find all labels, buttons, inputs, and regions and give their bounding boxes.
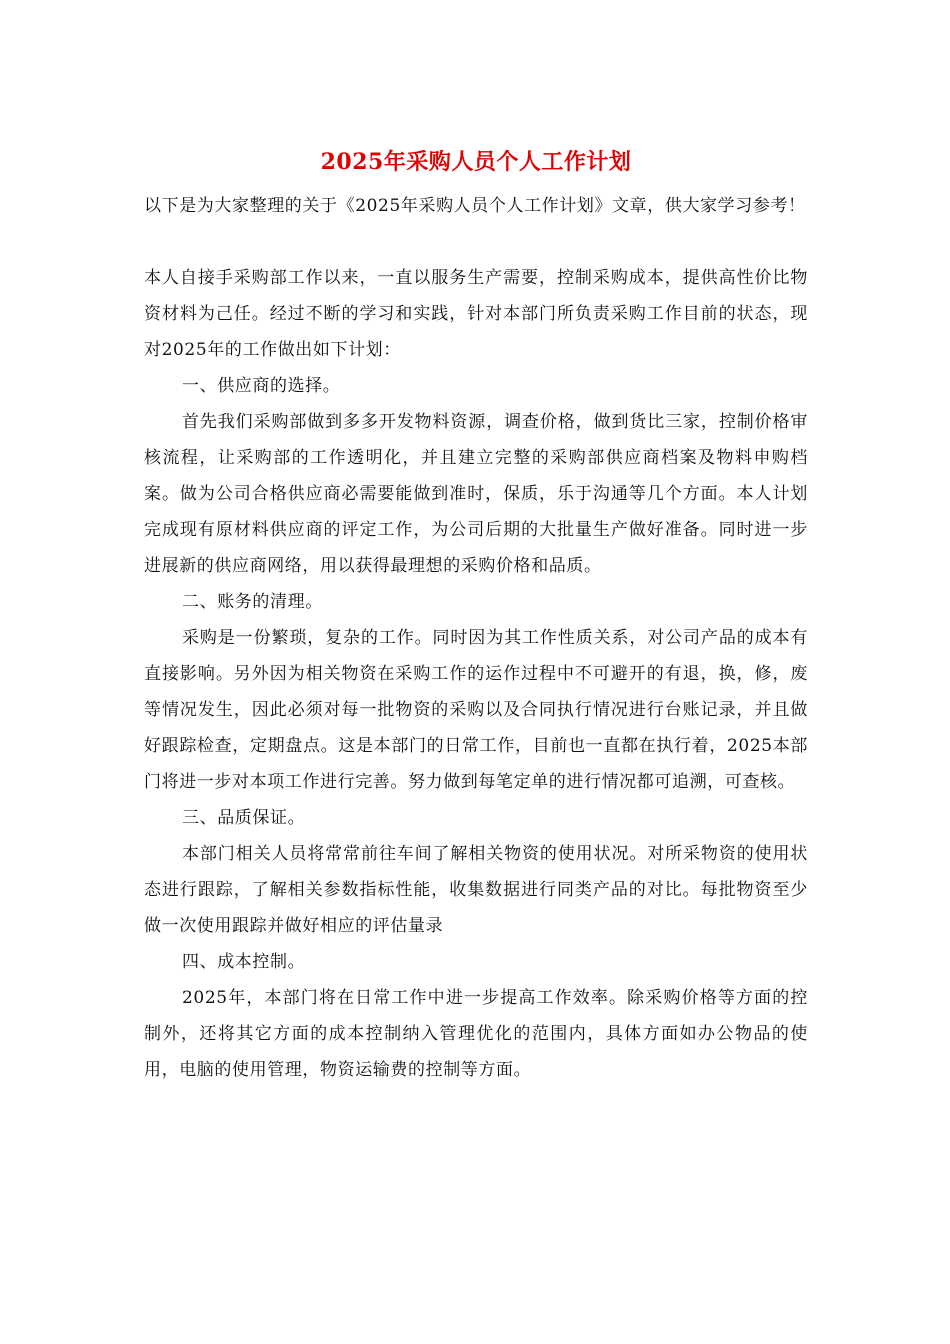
section-heading-quality: 三、品质保证。 xyxy=(182,808,306,828)
section-body-accounts: 采购是一份繁琐，复杂的工作。同时因为其工作性质关系，对公司产品的成本有直接影响。另外因为相关物资在采购工作的运作过程中不可避开的有退，换，修，废等情况发生，因此必须对每一批物资的采购以及合同执行情况进行台账记录，并且做好跟踪检查，定期盘点。这是本部门的日常工作，目前也一直都在执行着，2025本部门将进一步对本项工作进行完善。努力做到每笔定单的进行情况都可追溯，可查核。 xyxy=(144,628,808,792)
section-body-quality: 本部门相关人员将常常前往车间了解相关物资的使用状况。对所采物资的使用状态进行跟踪，了解相关参数指标性能，收集数据进行同类产品的对比。每批物资至少做一次使用跟踪并做好相应的评估量录 xyxy=(144,844,808,936)
opening-paragraph: 本人自接手采购部工作以来，一直以服务生产需要，控制采购成本，提供高性价比物资材料为己任。经过不断的学习和实践，针对本部门所负责采购工作目前的状态，现对2025年的工作做出如下计划： xyxy=(144,268,808,360)
section-heading-accounts: 二、账务的清理。 xyxy=(182,592,323,612)
document-title: 2025年采购人员个人工作计划 xyxy=(320,149,632,175)
section-body-suppliers: 首先我们采购部做到多多开发物料资源，调查价格，做到货比三家，控制价格审核流程，让采购部的工作透明化，并且建立完整的采购部供应商档案及物料申购档案。做为公司合格供应商必需要能做到准时，保质，乐于沟通等几个方面。本人计划完成现有原材料供应商的评定工作，为公司后期的大批量生产做好准备。同时进一步进展新的供应商网络，用以获得最理想的采购价格和品质。 xyxy=(144,412,808,576)
intro-paragraph: 以下是为大家整理的关于《2025年采购人员个人工作计划》文章，供大家学习参考！ xyxy=(144,196,806,216)
section-heading-suppliers: 一、供应商的选择。 xyxy=(182,376,341,396)
document-page xyxy=(144,146,808,1088)
section-heading-cost: 四、成本控制。 xyxy=(182,952,306,972)
section-body-cost: 2025年，本部门将在日常工作中进一步提高工作效率。除采购价格等方面的控制外，还将其它方面的成本控制纳入管理优化的范围内，具体方面如办公物品的使用，电脑的使用管理，物资运输费的控制等方面。 xyxy=(144,988,808,1080)
